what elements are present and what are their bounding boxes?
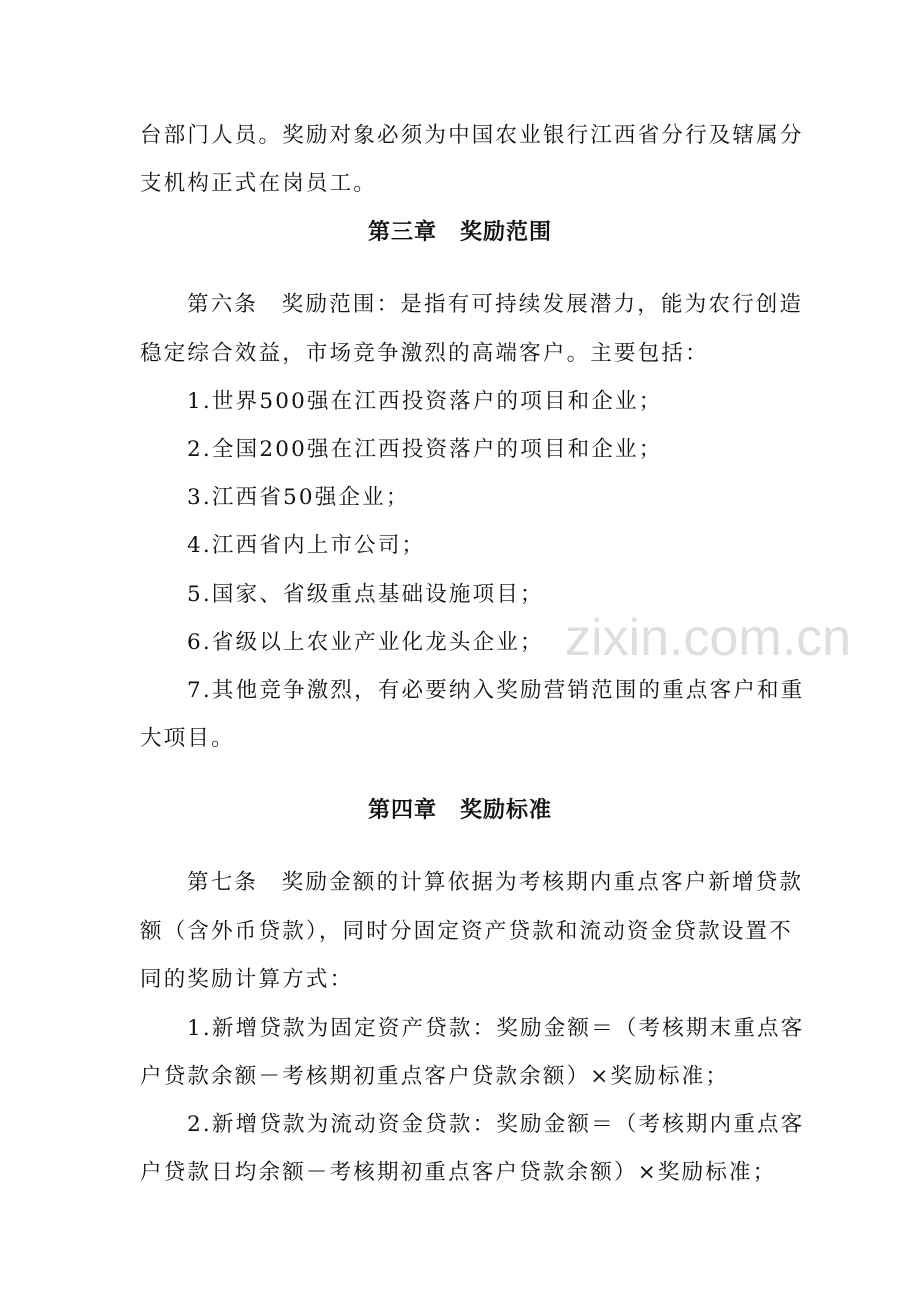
body-text-line: 额（含外币贷款），同时分固定资产贷款和流动资金贷款设置不 <box>140 919 793 944</box>
body-text-line: 户贷款日均余额－考核期初重点客户贷款余额）×奖励标准； <box>140 1160 777 1185</box>
list-item: 1.新增贷款为固定资产贷款：奖励金额＝（考核期末重点客 <box>187 1016 805 1041</box>
chapter-heading-3: 第三章 奖励范围 <box>367 220 552 245</box>
article-7-line: 第七条 奖励金额的计算依据为考核期内重点客户新增贷款 <box>187 870 804 895</box>
list-item: 6.省级以上农业产业化龙头企业； <box>187 630 544 655</box>
body-text-line: 台部门人员。奖励对象必须为中国农业银行江西省分行及辖属分 <box>140 123 804 148</box>
chapter-heading-4: 第四章 奖励标准 <box>367 798 552 823</box>
body-text-line: 户贷款余额－考核期初重点客户贷款余额）×奖励标准； <box>140 1064 730 1089</box>
watermark-text: zixin.com.cn <box>565 609 852 667</box>
list-item: 7.其他竞争激烈，有必要纳入奖励营销范围的重点客户和重 <box>187 678 805 703</box>
list-item: 3.江西省50强企业； <box>187 485 410 510</box>
body-text-line: 同的奖励计算方式： <box>140 967 354 992</box>
body-text-line: 稳定综合效益，市场竞争激烈的高端客户。主要包括： <box>140 341 709 366</box>
body-text-line: 大项目。 <box>140 726 235 751</box>
body-text-line: 支机构正式在岗员工。 <box>140 171 378 196</box>
article-6-line: 第六条 奖励范围：是指有可持续发展潜力，能为农行创造 <box>187 292 804 317</box>
list-item: 1.世界500强在江西投资落户的项目和企业； <box>187 389 663 414</box>
list-item: 2.全国200强在江西投资落户的项目和企业； <box>187 437 663 462</box>
list-item: 5.国家、省级重点基础设施项目； <box>187 582 544 607</box>
list-item: 2.新增贷款为流动资金贷款：奖励金额＝（考核期内重点客 <box>187 1112 805 1137</box>
list-item: 4.江西省内上市公司； <box>187 533 426 558</box>
